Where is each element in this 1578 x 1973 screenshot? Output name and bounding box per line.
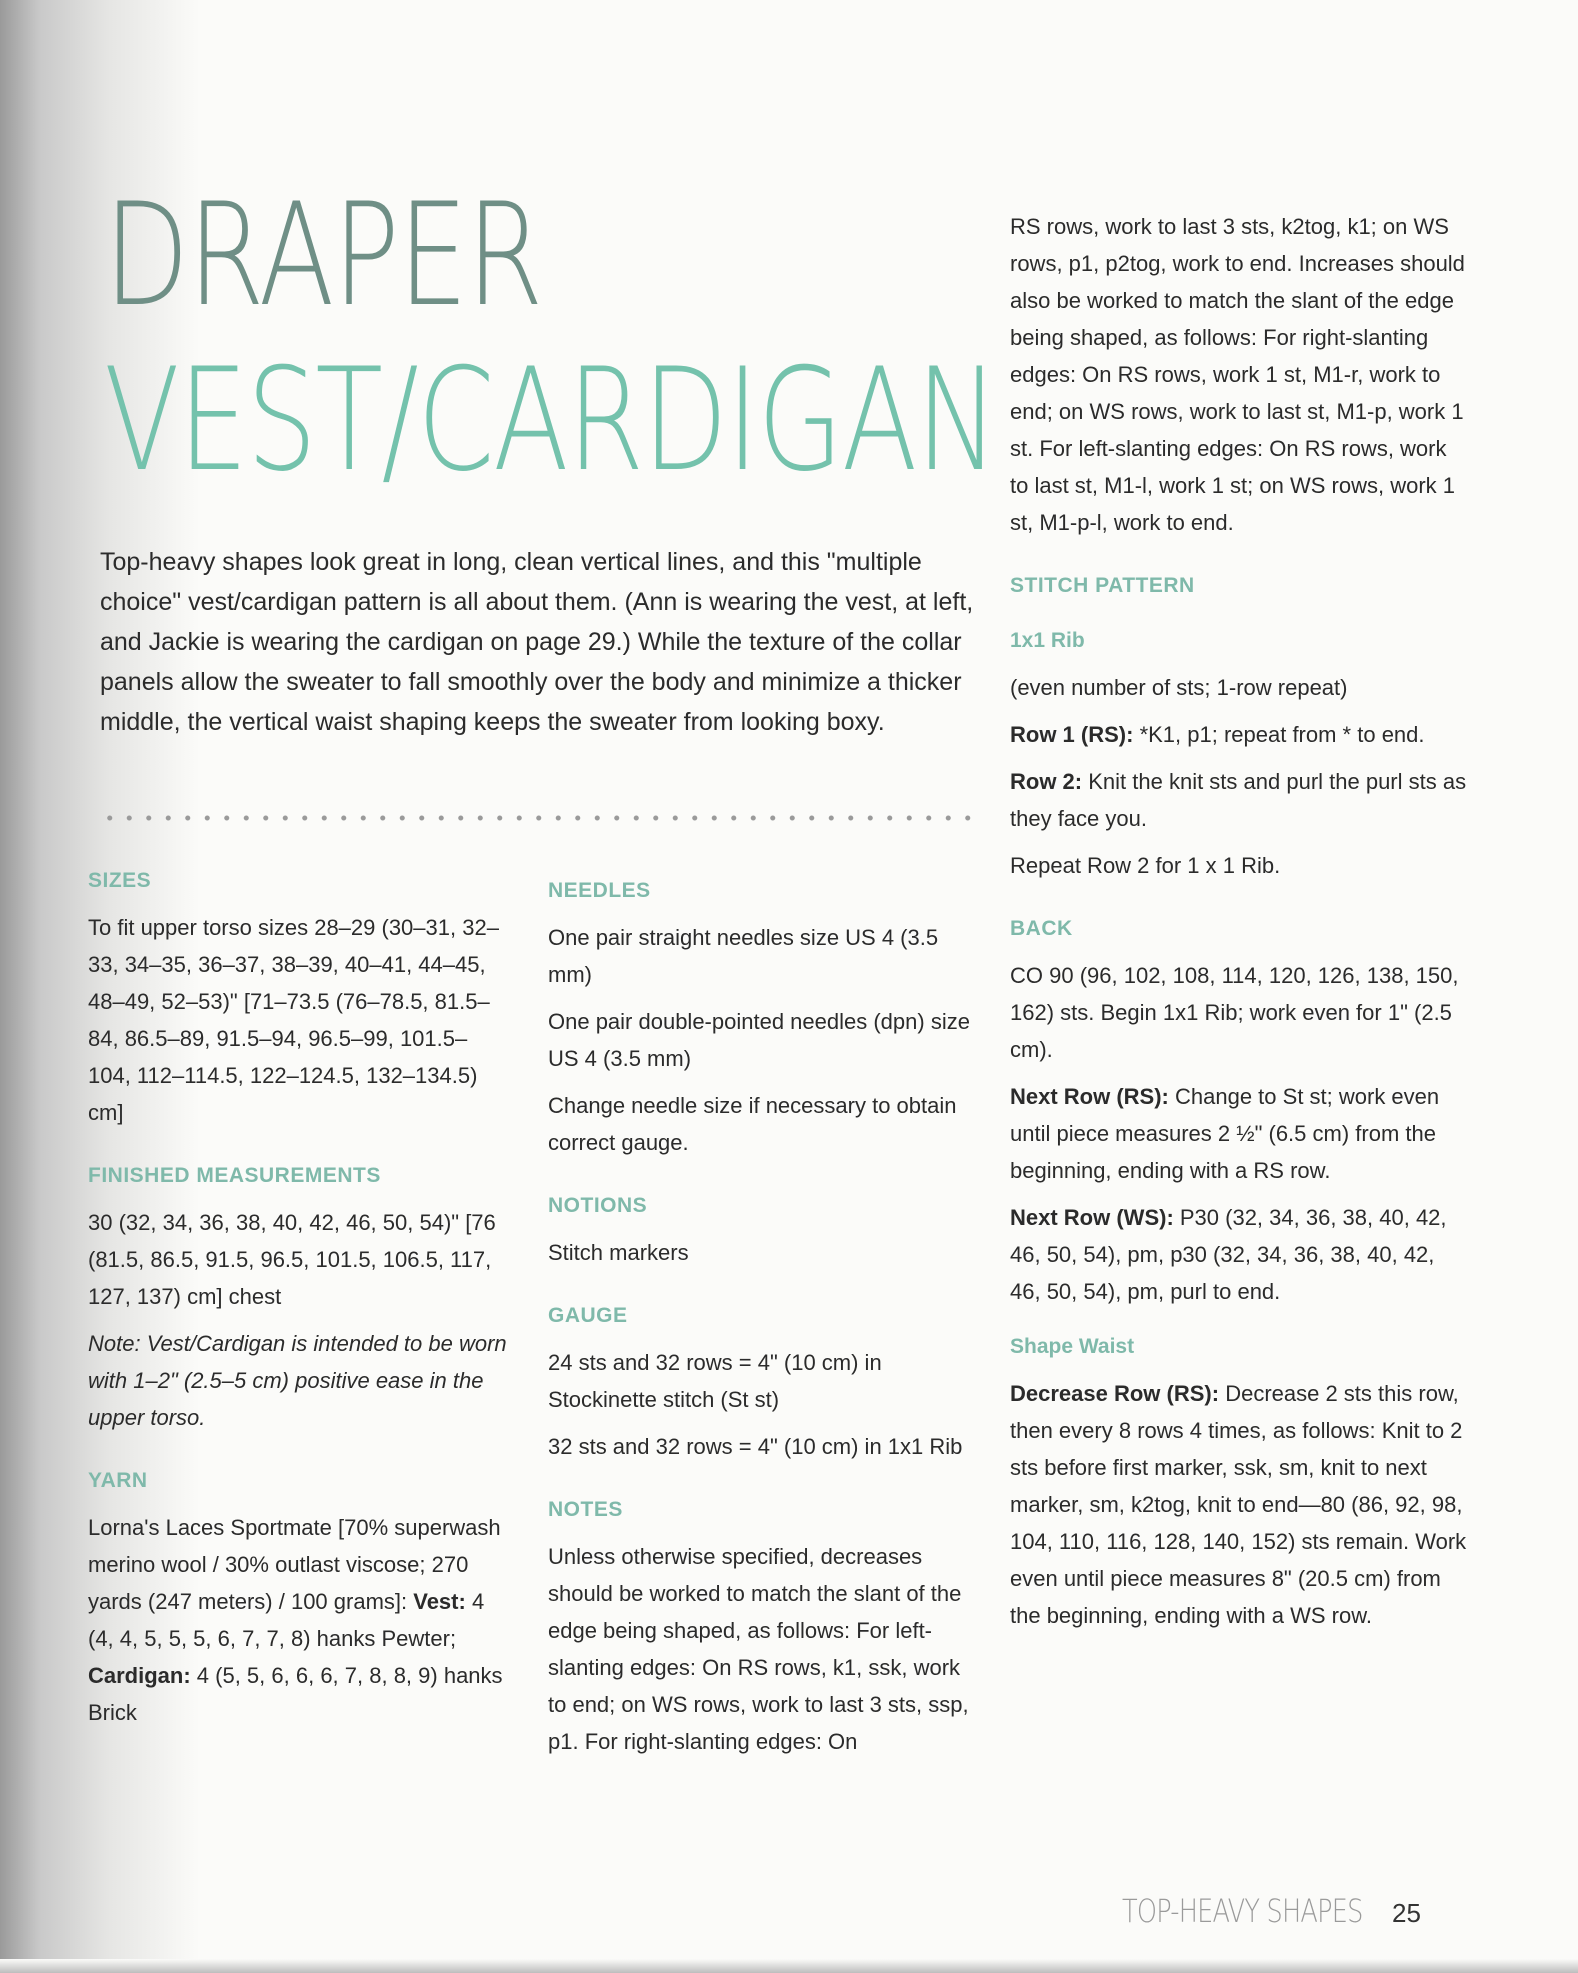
row-2-text: Knit the knit sts and purl the purl sts as they face you. xyxy=(1010,769,1467,831)
rib-repeat-note: (even number of sts; 1-row repeat) xyxy=(1010,675,1348,700)
footer-section-label: TOP-HEAVY SHAPES xyxy=(1122,1892,1363,1930)
needles-heading: NEEDLES xyxy=(548,879,651,902)
notes-continued: RS rows, work to last 3 sts, k2tog, k1; on WS rows, p1, p2tog, work to end. Increases should also be worked to match the slant of the edge being shaped, as follows: For right-slanting edges: On RS rows, work 1 st, M1-r, work to end; on WS rows, work to last st, M1-p, work 1 st. For left-slanting edges: On RS rows, work to last st, M1-l, work 1 st; on WS rows, work 1 st, M1-p-l, work to end. xyxy=(1010,214,1465,535)
yarn-text-b: 4 (4, 4, 5, 5, 5, 6, 7, 7, 8) hanks Pewter; xyxy=(88,1589,485,1651)
notions-heading: NOTIONS xyxy=(548,1194,648,1217)
back-next-ws xyxy=(1010,1199,1470,1310)
sizes-heading: SIZES xyxy=(88,869,152,892)
shape-waist-heading: Shape Waist xyxy=(1010,1335,1135,1358)
next-rs-text: Change to St st; work even until piece measures 2 ½" (6.5 cm) from the beginning, ending with a RS row. xyxy=(1010,1084,1440,1183)
gauge-heading: GAUGE xyxy=(548,1304,628,1327)
next-ws-label: Next Row (WS): xyxy=(1010,1205,1174,1230)
intro-paragraph: Top-heavy shapes look great in long, clean vertical lines, and this "multiple choice" vest/cardigan pattern is all about them. (Ann is wearing the vest, at left, and Jackie is wearing the cardigan on page 29.) While the texture of the collar panels allow the sweater to fall smoothly over the body and minimize a thicker middle, the vertical waist shaping keeps the sweater from looking boxy. xyxy=(100,548,974,736)
decrease-row-label: Decrease Row (RS): xyxy=(1010,1381,1220,1406)
needles-p2: One pair double-pointed needles (dpn) size US 4 (3.5 mm) xyxy=(548,1009,970,1071)
rib-repeat: Repeat Row 2 for 1 x 1 Rib. xyxy=(1010,853,1281,878)
gauge-p1: 24 sts and 32 rows = 4" (10 cm) in Stockinette stitch (St st) xyxy=(548,1350,882,1412)
needles-p1: One pair straight needles size US 4 (3.5 mm) xyxy=(548,925,939,987)
rib-subheading: 1x1 Rib xyxy=(1010,629,1085,652)
rib-row-2 xyxy=(1010,763,1470,837)
column-right xyxy=(1010,208,1470,1644)
rib-row-1 xyxy=(1010,716,1470,753)
back-next-rs xyxy=(1010,1078,1470,1189)
needles-p3: Change needle size if necessary to obtain correct gauge. xyxy=(548,1093,957,1155)
gauge-p2: 32 sts and 32 rows = 4" (10 cm) in 1x1 Rib xyxy=(548,1434,963,1459)
notions-text: Stitch markers xyxy=(548,1240,689,1265)
decrease-row-text: Decrease 2 sts this row, then every 8 rows 4 times, as follows: Knit to 2 sts before first marker, ssk, sm, knit to next marker, sm, k2tog, knit to end—80 (86, 92, 98, 104, 110, 116, 128, 140, 152) sts remain. Work even until piece measures 8" (20.5 cm) from the beginning, ending with a WS row. xyxy=(1010,1381,1467,1628)
stitch-pattern-heading: STITCH PATTERN xyxy=(1010,574,1195,597)
column-middle xyxy=(548,872,978,1770)
vest-label: Vest: xyxy=(413,1589,466,1614)
title-line-2: VEST/CARDIGAN xyxy=(104,338,998,503)
notes-heading: NOTES xyxy=(548,1498,623,1521)
finished-measurements-text: 30 (32, 34, 36, 38, 40, 42, 46, 50, 54)" [76 (81.5, 86.5, 91.5, 96.5, 101.5, 106.5, 117, 127, 137) cm] chest xyxy=(88,1210,496,1309)
finished-measurements-heading: FINISHED MEASUREMENTS xyxy=(88,1164,381,1187)
next-rs-label: Next Row (RS): xyxy=(1010,1084,1169,1109)
yarn-heading: YARN xyxy=(88,1469,148,1492)
cardigan-label: Cardigan: xyxy=(88,1663,191,1688)
row-1-text: *K1, p1; repeat from * to end. xyxy=(1133,722,1425,747)
column-left xyxy=(88,862,508,1741)
dotted-divider xyxy=(100,812,980,824)
ease-note: Note: Vest/Cardigan is intended to be worn with 1–2" (2.5–5 cm) positive ease in the upper torso. xyxy=(88,1331,507,1430)
next-ws-text: P30 (32, 34, 36, 38, 40, 42, 46, 50, 54), pm, p30 (32, 34, 36, 38, 40, 42, 46, 50, 54), pm, purl to end. xyxy=(1010,1205,1447,1304)
sizes-text: To fit upper torso sizes 28–29 (30–31, 32–33, 34–35, 36–37, 38–39, 40–41, 44–45, 48–49, 52–53)" [71–73.5 (76–78.5, 81.5–84, 86.5–89, 91.5–94, 96.5–99, 101.5–104, 112–114.5, 122–124.5, 132–134.5) cm] xyxy=(88,915,499,1125)
decrease-row xyxy=(1010,1375,1470,1634)
back-p1: CO 90 (96, 102, 108, 114, 120, 126, 138, 150, 162) sts. Begin 1x1 Rib; work even for 1" (2.5 cm). xyxy=(1010,963,1459,1062)
page-number: 25 xyxy=(1392,1898,1421,1928)
row-2-label: Row 2: xyxy=(1010,769,1083,794)
yarn-text-c: 4 (5, 5, 6, 6, 6, 7, 8, 8, 9) hanks Brick xyxy=(88,1663,503,1725)
notes-text: Unless otherwise specified, decreases should be worked to match the slant of the edge being shaped, as follows: For left-slanting edges: On RS rows, k1, ssk, work to end; on WS rows, work to last 3 sts, ssp, p1. For right-slanting edges: On xyxy=(548,1544,969,1754)
row-1-label: Row 1 (RS): xyxy=(1010,722,1134,747)
title-line-1: DRAPER xyxy=(104,173,542,338)
back-heading: BACK xyxy=(1010,917,1073,940)
page-edge-shadow xyxy=(0,1959,1578,1973)
yarn-text xyxy=(88,1509,508,1731)
yarn-text-a: Lorna's Laces Sportmate [70% superwash merino wool / 30% outlast viscose; 270 yards (247 meters) / 100 grams]: xyxy=(88,1515,501,1614)
